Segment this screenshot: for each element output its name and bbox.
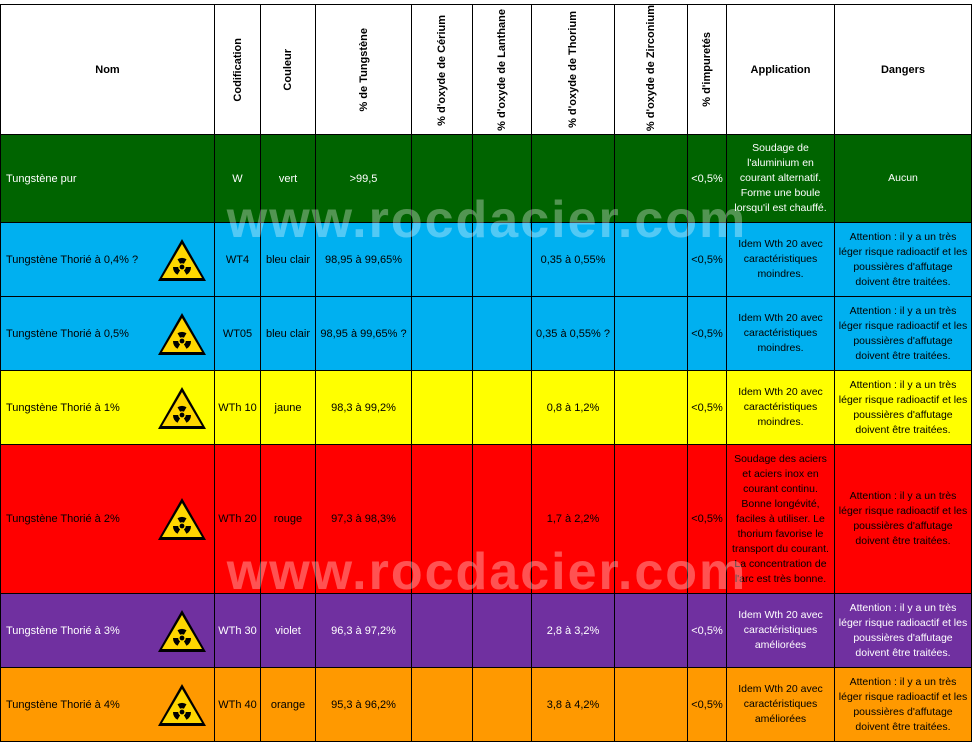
cell-application [727,135,835,223]
cell-couleur [261,297,316,371]
cell-impuretes [688,445,727,594]
cell-codification [215,594,261,668]
cell-nom [0,668,215,742]
table-row [0,371,972,445]
thorium-value: 0,35 à 0,55% ? [535,327,610,340]
couleur-value: jaune [274,401,302,414]
table-row [0,223,972,297]
header-tungstene-label: % de Tungstène [357,27,370,112]
cell-thorium [532,223,615,297]
header-dangers-label: Dangers [880,63,926,76]
cell-application [727,668,835,742]
couleur-value: bleu clair [265,327,311,340]
cell-cerium [412,668,473,742]
codification-value: WTh 40 [218,698,257,711]
cell-impuretes [688,668,727,742]
impuretes-value: <0,5% [691,698,723,711]
tungstene-value: 98,3 à 99,2% [331,401,396,414]
dangers-value: Attention : il y a un très léger risque radioactif et les poussières d'affutage doivent être traitées. [838,230,968,288]
application-value: Idem Wth 20 avec caractéristiques améliorées [738,609,823,651]
cell-zirconium [615,668,688,742]
cell-application [727,223,835,297]
cell-thorium [532,668,615,742]
thorium-value: 2,8 à 3,2% [546,624,600,637]
cell-couleur [261,223,316,297]
cell-lanthane [473,371,532,445]
impuretes-value: <0,5% [691,327,723,340]
header-thorium-label: % d'oxyde de Thorium [567,11,579,128]
header-codification [215,4,261,135]
cell-thorium [532,371,615,445]
cell-zirconium [615,445,688,594]
cell-dangers [835,668,972,742]
cell-codification [215,445,261,594]
header-lanthane [473,4,532,135]
cell-application [727,371,835,445]
header-codification-label: Codification [231,37,244,102]
thorium-value: 3,8 à 4,2% [546,698,600,711]
cell-cerium [412,297,473,371]
cell-application [727,297,835,371]
header-zirconium [615,4,688,135]
header-couleur [261,4,316,135]
nom-value: Tungstène pur [6,172,77,185]
cell-lanthane [473,594,532,668]
header-lanthane-label: % d'oxyde de Lanthane [496,9,508,131]
impuretes-value: <0,5% [691,401,723,414]
cell-tungstene [316,135,412,223]
impuretes-value: <0,5% [691,513,723,525]
codification-value: W [232,172,243,185]
cell-zirconium [615,297,688,371]
cell-thorium [532,135,615,223]
radiation-warning-icon [156,608,208,654]
cell-dangers [835,297,972,371]
application-value: Idem Wth 20 avec caractéristiques moindres. [738,238,823,280]
cell-lanthane [473,668,532,742]
header-couleur-label: Couleur [282,48,294,91]
cell-dangers [835,135,972,223]
codification-value: WT05 [222,327,253,340]
cell-zirconium [615,135,688,223]
cell-impuretes [688,223,727,297]
codification-value: WTh 10 [218,401,257,414]
cell-codification [215,297,261,371]
cell-dangers [835,223,972,297]
thorium-value: 1,7 à 2,2% [546,513,600,525]
radiation-warning-icon [156,682,208,728]
thorium-value: 0,35 à 0,55% [540,253,606,266]
cell-nom [0,223,215,297]
tungstene-value: 95,3 à 96,2% [331,698,396,711]
application-value: Idem Wth 20 avec caractéristiques moindres. [738,312,823,354]
couleur-value: violet [275,624,301,637]
thorium-value: 0,8 à 1,2% [546,401,600,414]
header-row [0,4,972,135]
cell-couleur [261,135,316,223]
header-application [727,4,835,135]
cell-nom [0,594,215,668]
cell-impuretes [688,135,727,223]
cell-cerium [412,594,473,668]
dangers-value: Aucun [888,172,918,184]
cell-tungstene [316,445,412,594]
dangers-value: Attention : il y a un très léger risque radioactif et les poussières d'affutage doivent être traitées. [838,601,968,659]
cell-tungstene [316,223,412,297]
cell-tungstene [316,297,412,371]
tungstene-value: 96,3 à 97,2% [331,624,396,637]
nom-value: Tungstène Thorié à 3% [6,624,120,637]
cell-thorium [532,297,615,371]
radiation-warning-icon [156,385,208,431]
cell-tungstene [316,668,412,742]
table-row [0,135,972,223]
watermark-top: www.rocdacier.com [226,191,748,249]
couleur-value: vert [278,172,298,185]
header-application-label: Application [750,63,811,76]
radiation-warning-icon [156,311,208,357]
couleur-value: orange [270,698,306,711]
cell-nom [0,445,215,594]
cell-impuretes [688,297,727,371]
cell-lanthane [473,135,532,223]
tungstene-value: 98,95 à 99,65% [324,253,403,266]
application-value: Soudage de l'aluminium en courant alternatif. Forme une boule lorsqu'il est chauffé. [734,142,827,214]
radiation-warning-icon [156,237,208,283]
dangers-value: Attention : il y a un très léger risque radioactif et les poussières d'affutage doivent être traitées. [838,675,968,733]
couleur-value: bleu clair [265,253,311,266]
cell-dangers [835,371,972,445]
cell-tungstene [316,594,412,668]
header-cerium [412,4,473,135]
cell-thorium [532,594,615,668]
header-impuretes-label: % d'impuretés [701,32,713,107]
header-cerium-label: % d'oxyde de Cérium [436,15,448,126]
impuretes-value: <0,5% [691,172,723,185]
cell-thorium [532,445,615,594]
tungstene-value: 98,95 à 99,65% ? [320,327,407,340]
cell-cerium [412,135,473,223]
table-row [0,297,972,371]
impuretes-value: <0,5% [691,624,723,637]
cell-codification [215,223,261,297]
cell-lanthane [473,223,532,297]
cell-zirconium [615,223,688,297]
impuretes-value: <0,5% [691,253,723,266]
cell-codification [215,135,261,223]
nom-value: Tungstène Thorié à 0,4% ? [6,253,139,266]
header-dangers [835,4,972,135]
cell-nom [0,135,215,223]
application-value: Idem Wth 20 avec caractéristiques moindres. [738,386,823,428]
cell-tungstene [316,371,412,445]
cell-zirconium [615,594,688,668]
codification-value: WT4 [225,253,250,266]
cell-codification [215,668,261,742]
table-row [0,668,972,742]
couleur-value: rouge [273,513,303,525]
tungstene-value: >99,5 [349,172,378,185]
cell-impuretes [688,371,727,445]
nom-value: Tungstène Thorié à 4% [6,698,120,711]
codification-value: WTh 30 [218,624,257,637]
header-nom [0,4,215,135]
header-nom-label: Nom [95,63,120,76]
dangers-value: Attention : il y a un très léger risque radioactif et les poussières d'affutage doivent être traitées. [838,378,968,436]
cell-cerium [412,445,473,594]
table-row [0,594,972,668]
cell-couleur [261,594,316,668]
cell-impuretes [688,594,727,668]
cell-nom [0,371,215,445]
cell-lanthane [473,445,532,594]
header-zirconium-label: % d'oxyde de Zirconium [645,5,657,132]
codification-value: WTh 20 [218,513,257,525]
nom-value: Tungstène Thorié à 0,5% [6,327,129,340]
radiation-warning-icon [156,496,208,542]
cell-application [727,594,835,668]
application-value: Soudage des aciers et aciers inox en courant continu. Bonne longévité, faciles à utiliser. Le thorium favorise le transport du courant. La concentration de l'arc est très bonne. [732,452,829,585]
header-impuretes [688,4,727,135]
nom-value: Tungstène Thorié à 2% [6,513,120,525]
cell-zirconium [615,371,688,445]
dangers-value: Attention : il y a un très léger risque radioactif et les poussières d'affutage doivent être traitées. [838,490,968,547]
table-row [0,445,972,594]
cell-application [727,445,835,594]
cell-couleur [261,371,316,445]
application-value: Idem Wth 20 avec caractéristiques améliorées [738,683,823,725]
header-tungstene [316,4,412,135]
dangers-value: Attention : il y a un très léger risque radioactif et les poussières d'affutage doivent être traitées. [838,304,968,362]
cell-cerium [412,223,473,297]
cell-cerium [412,371,473,445]
header-thorium [532,4,615,135]
cell-couleur [261,668,316,742]
cell-couleur [261,445,316,594]
cell-lanthane [473,297,532,371]
cell-nom [0,297,215,371]
cell-codification [215,371,261,445]
cell-dangers [835,594,972,668]
watermark-bottom: www.rocdacier.com [226,543,748,601]
tungstene-value: 97,3 à 98,3% [331,513,396,525]
cell-dangers [835,445,972,594]
nom-value: Tungstène Thorié à 1% [6,401,120,414]
